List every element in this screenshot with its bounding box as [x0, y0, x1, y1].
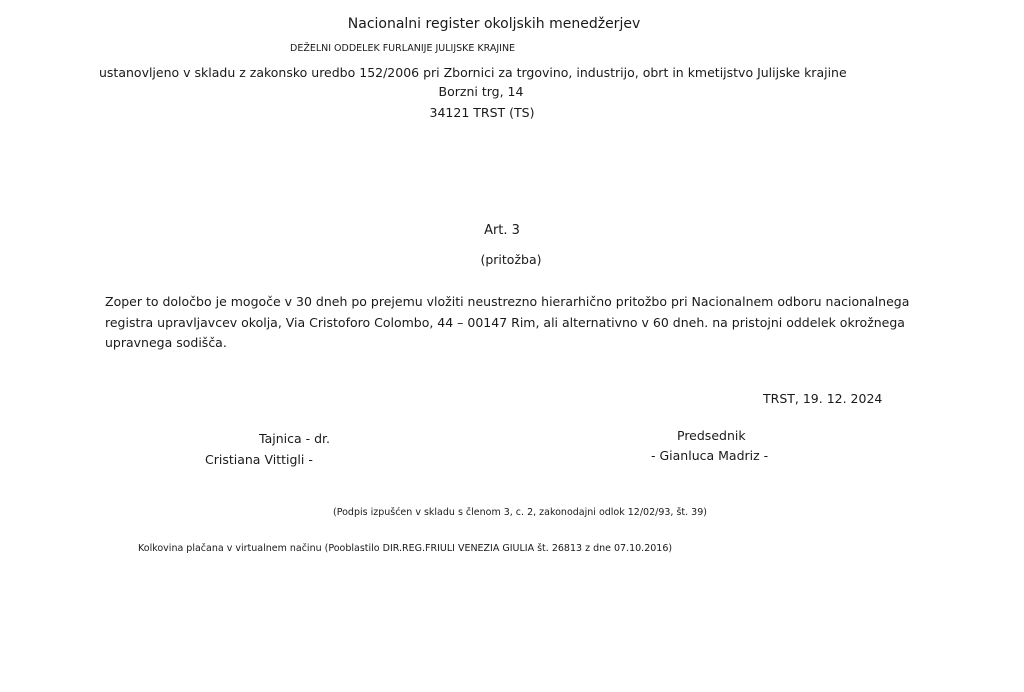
place-and-date: TRST, 19. 12. 2024 [763, 391, 883, 406]
article-subheading: (pritožba) [480, 252, 542, 267]
stamp-duty-note: Kolkovina plačana v virtualnem načinu (Pooblastilo DIR.REG.FRIULI VENEZIA GIULIA št. 26813 z dne 07.10.2016) [138, 543, 673, 554]
president-title: Predsednik [677, 428, 746, 443]
establishment-note: ustanovljeno v skladu z zakonsko uredbo 152/2006 pri Zbornici za trgovino, industrijo, obrt in kmetijstvo Julijske krajine [99, 65, 847, 80]
paragraph-line: Zoper to določbo je mogoče v 30 dneh po prejemu vložiti neustrezno hierarhično pritožbo pri Nacionalnem odboru nacionalnega [105, 294, 910, 309]
paragraph-line: upravnega sodišča. [105, 335, 227, 350]
department-name: DEŽELNI ODDELEK FURLANIJE JULIJSKE KRAJINE [290, 43, 516, 54]
signature-omitted-note: (Podpis izpušćen v skladu s členom 3, c. 2, zakonodajni odlok 12/02/93, št. 39) [333, 507, 707, 518]
president-name: - Gianluca Madriz - [651, 448, 769, 463]
address-street: Borzni trg, 14 [438, 84, 524, 99]
secretary-name: Cristiana Vittigli - [205, 452, 313, 467]
document-title: Nacionalni register okoljskih menedžerjev [347, 16, 641, 32]
paragraph-line: registra upravljavcev okolja, Via Cristoforo Colombo, 44 – 00147 Rim, ali alternativno v 60 dneh. na pristojni oddelek okrožnega [105, 314, 905, 330]
address-city: 34121 TRST (TS) [429, 105, 535, 120]
article-heading: Art. 3 [484, 223, 520, 238]
appeal-paragraph [105, 292, 910, 354]
secretary-title: Tajnica - dr. [259, 431, 330, 446]
